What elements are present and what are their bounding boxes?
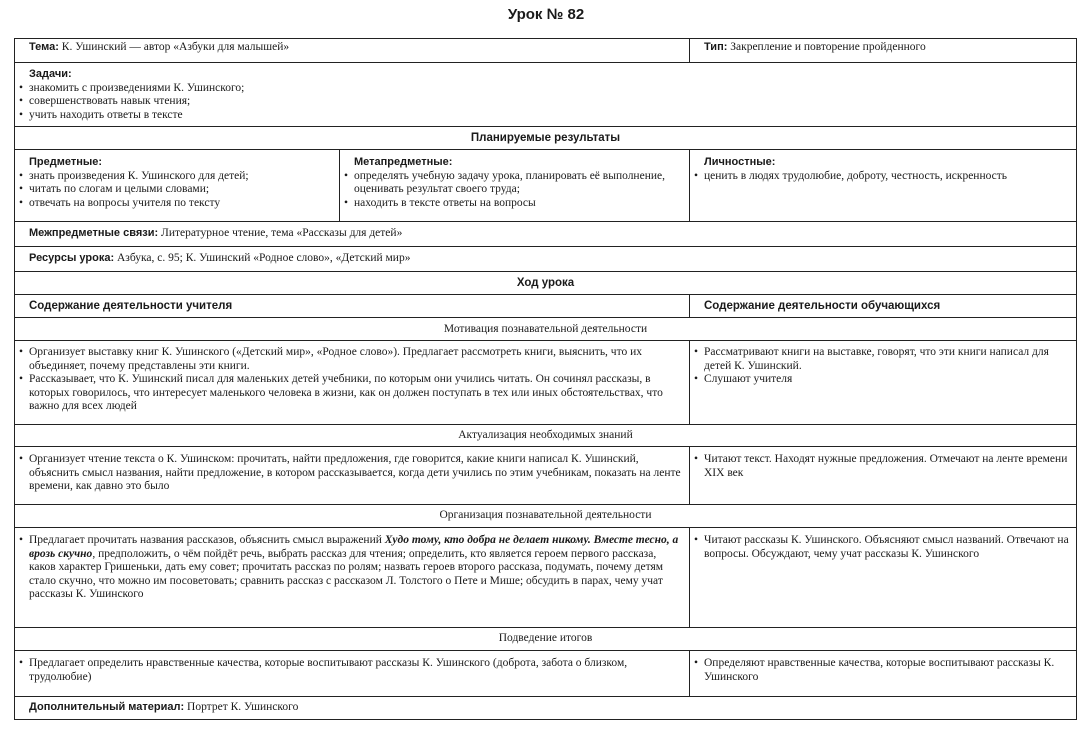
lesson-flow-row <box>15 272 1077 295</box>
list-item: • Организует чтение текста о К. Ушинском: прочитать, найти предложения, где говорится, какие книги написал К. Ушинский, объяснить смысл названия, найти предложение, в котором рассказывается, когда дети учились по этим учебникам, показать на ленте времени, как давно это было <box>29 453 683 494</box>
interdisciplinary-cell <box>15 222 1077 247</box>
list-item: • отвечать на вопросы учителя по тексту <box>29 197 333 211</box>
additional-material-cell <box>15 697 1077 720</box>
stage-heading-row <box>15 628 1077 651</box>
additional-material-label: Дополнительный материал: <box>29 701 185 713</box>
columns-header-row <box>15 295 1077 318</box>
topic-label: Тема: <box>29 41 59 53</box>
resources-row <box>15 247 1077 272</box>
topic-value: К. Ушинский — автор «Азбуки для малышей» <box>61 41 290 53</box>
interdisciplinary-value: Литературное чтение, тема «Рассказы для детей» <box>161 227 403 239</box>
type-label: Тип: <box>704 41 728 53</box>
resources-label: Ресурсы урока: <box>29 252 115 264</box>
stage-content-row <box>15 447 1077 505</box>
teacher-activity-cell <box>15 528 690 628</box>
meta-results-cell <box>340 150 690 222</box>
teacher-column-header: Содержание деятельности учителя <box>15 295 690 318</box>
subject-results-label: Предметные: <box>29 156 103 168</box>
list-item: • ценить в людях трудолюбие, доброту, честность, искренность <box>704 170 1070 184</box>
type-cell <box>690 39 1077 63</box>
list-item: • знакомить с произведениями К. Ушинского; <box>29 82 1070 96</box>
interdisciplinary-row <box>15 222 1077 247</box>
list-item: • Читают рассказы К. Ушинского. Объясняют смысл названий. Отвечают на вопросы. Обсуждают, чему учат рассказы К. Ушинского <box>704 534 1070 561</box>
tasks-row <box>15 63 1077 127</box>
list-item: • учить находить ответы в тексте <box>29 109 1070 123</box>
list-item: • знать произведения К. Ушинского для детей; <box>29 170 333 184</box>
student-activity-cell <box>690 651 1077 697</box>
subject-results-cell <box>15 150 340 222</box>
list-item: • Слушают учителя <box>704 373 1070 387</box>
results-row <box>15 150 1077 222</box>
resources-value: Азбука, с. 95; К. Ушинский «Родное слово», «Детский мир» <box>117 252 411 264</box>
proverb-text: Худо тому, кто добра не делает никому. Вместе тесно, а врозь скучно <box>29 534 679 560</box>
students-column-header: Содержание деятельности обучающихся <box>690 295 1077 318</box>
lesson-flow-heading: Ход урока <box>15 272 1077 295</box>
list-item: • совершенствовать навык чтения; <box>29 95 1070 109</box>
stage-heading: Организация познавательной деятельности <box>15 505 1077 528</box>
topic-row <box>15 39 1077 63</box>
tasks-cell <box>15 63 1077 127</box>
personal-results-cell <box>690 150 1077 222</box>
meta-results-label: Метапредметные: <box>354 156 453 168</box>
list-item: • определять учебную задачу урока, планировать её выполнение, оценивать результат своего труда; <box>354 170 683 197</box>
stage-heading: Актуализация необходимых знаний <box>15 425 1077 447</box>
stage-content-row <box>15 528 1077 628</box>
topic-cell <box>15 39 690 63</box>
stage-heading: Мотивация познавательной деятельности <box>15 318 1077 341</box>
type-value: Закрепление и повторение пройденного <box>730 41 926 53</box>
task-text-post: , предположить, о чём пойдёт речь, выбрать рассказ для чтения; определить, кто является героем первого рассказа, каков характер Гришеньки, дать ему совет; прочитать рассказ по ролям; назвать героев второго рассказа, подумать, почему детям стало скучно, что можно им посоветовать; сравнить рассказ с рассказом Л. Толстого о Пете и Мише; обсудить в парах, чему учат рассказы К. Ушинского <box>29 547 664 601</box>
additional-material-row <box>15 697 1077 720</box>
stage-heading-row <box>15 505 1077 528</box>
stage-heading: Подведение итогов <box>15 628 1077 651</box>
personal-results-label: Личностные: <box>704 156 776 168</box>
planned-results-heading: Планируемые результаты <box>15 127 1077 150</box>
student-activity-cell <box>690 341 1077 425</box>
list-item: • Читают текст. Находят нужные предложения. Отмечают на ленте времени XIX век <box>704 453 1070 480</box>
lesson-plan-table <box>14 38 1077 720</box>
list-item: • Организует выставку книг К. Ушинского («Детский мир», «Родное слово»). Предлагает рассмотреть книги, выяснить, что их объединяет, почему представлены эти книги. <box>29 346 683 373</box>
additional-material-value: Портрет К. Ушинского <box>187 701 299 713</box>
planned-results-row <box>15 127 1077 150</box>
list-item: • Определяют нравственные качества, которые воспитывают рассказы К. Ушинского <box>704 657 1070 684</box>
student-activity-cell <box>690 528 1077 628</box>
task-text-pre: Предлагает прочитать названия рассказов, объяснить смысл выражений <box>29 534 385 546</box>
stage-heading-row <box>15 425 1077 447</box>
list-item: • Рассказывает, что К. Ушинский писал для маленьких детей учебники, по которым они учились читать. Он сочинял рассказы, в которых говорилось, что интересует маленького человека в жизни, как он должен поступать в тех или иных обстоятельствах, что важно для всех людей <box>29 373 683 414</box>
teacher-activity-cell <box>15 651 690 697</box>
teacher-activity-cell <box>15 447 690 505</box>
interdisciplinary-label: Межпредметные связи: <box>29 227 159 239</box>
tasks-list <box>29 82 1070 123</box>
list-item <box>29 534 683 602</box>
list-item: • находить в тексте ответы на вопросы <box>354 197 683 211</box>
resources-cell <box>15 247 1077 272</box>
list-item: • Рассматривают книги на выставке, говорят, что эти книги написал для детей К. Ушинский. <box>704 346 1070 373</box>
stage-content-row <box>15 341 1077 425</box>
list-item: • Предлагает определить нравственные качества, которые воспитывают рассказы К. Ушинского (доброта, забота о близком, трудолюбие) <box>29 657 683 684</box>
lesson-title: Урок № 82 <box>507 6 585 23</box>
student-activity-cell <box>690 447 1077 505</box>
stage-heading-row <box>15 318 1077 341</box>
teacher-activity-cell <box>15 341 690 425</box>
list-item: • читать по слогам и целыми словами; <box>29 183 333 197</box>
stage-content-row <box>15 651 1077 697</box>
tasks-label: Задачи: <box>29 68 72 80</box>
